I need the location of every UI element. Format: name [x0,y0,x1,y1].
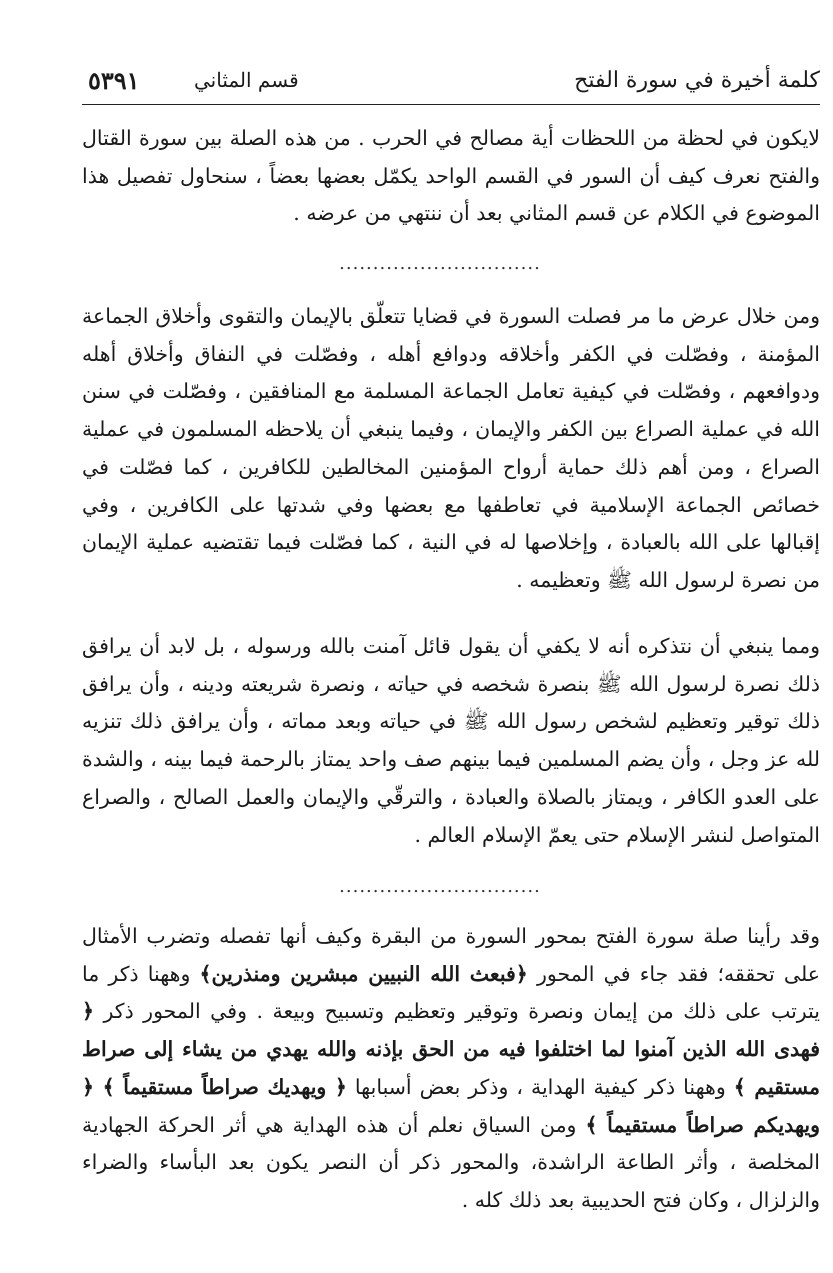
separator-dots: .............................. [339,876,541,897]
paragraph-4-text: وههنا ذكر كيفية الهداية ، وذكر بعض أسبابها [346,1074,734,1099]
paragraph-3: ومما ينبغي أن نتذكره أنه لا يكفي أن يقول قائل آمنت بالله ورسوله ، بل لابد أن يرافق ذلك نصرة لرسول الله ﷺ بنصرة شخصه في حياته ، ونصرة شريعته ودينه ، وأن يرافق ذلك توقير وتعظيم لشخص رسول الله ﷺ في حياته وبعد مماته ، وأن يرافق ذلك تنزيه لله عز وجل ، وأن يضم المسلمين فيما بينهم صف واحد يمتاز بالرحمة فيما بينه ، والشدة على العدو الكافر ، ويمتاز بالصلاة والعبادة ، والترقّي والإيمان والعمل الصالح ، والصراع المتواصل لنشر الإسلام حتى يعمّ الإسلام العالم . [82,634,820,847]
section-name: قسم المثاني [194,68,299,92]
page-header [82,66,820,100]
header-rule [82,104,820,105]
paragraph-4-text: ومن السياق نعلم أن هذه الهداية هي أثر الحركة الجهادية المخلصة ، وأثر الطاعة الراشدة، والمحور ذكر أن النصر يكون بعد البأساء والضراء والزلزال ، وكان فتح الحديبية بعد ذلك كله . [82,1112,820,1212]
quran-verse: ﴿ ويهديك صراطاً مستقيماً ﴾ ﴿ ويهديكم صراطاً مستقيماً ﴾ [82,1074,821,1137]
running-title: كلمة أخيرة في سورة الفتح [574,68,820,93]
quran-verse: ﴿فبعث الله النبيين مبشرين ومنذرين﴾ [199,961,528,986]
paragraph-4-text: وههنا ذكر ما يترتب على ذلك من إيمان ونصرة وتوقير وتعظيم وتسبيح وبيعة . وفي المحور ذكر [82,961,820,1024]
paragraph-2: ومن خلال عرض ما مر فصلت السورة في قضايا تتعلّق بالإيمان والتقوى وأخلاق الجماعة المؤمنة ، وفصّلت في الكفر وأخلاقه ودوافع أهله ، وفصّلت في النفاق وأخلاق أهله ودوافعهم ، وفصّلت في كيفية تعامل الجماعة المسلمة مع المنافقين ، وفصّلت في سنن الله في عملية الصراع بين الكفر والإيمان ، وفيما ينبغي أن يلاحظه المسلمون في عملية الصراع ، ومن أهم ذلك حماية أرواح المؤمنين المخالطين للكافرين ، كما فصّلت في خصائص الجماعة الإسلامية في تعاطفها مع بعضها وفي شدتها على الكافرين ، وفي إقبالها على الله بالعبادة ، وإخلاصها له في النية ، كما فصّلت فيما تقتضيه عملية الإيمان من نصرة لرسول الله ﷺ وتعظيمه . [82,304,820,592]
paragraph-4 [82,918,820,1220]
paragraph-4-text: وقد رأينا صلة سورة الفتح بمحور السورة من البقرة وكيف أنها تفصله وتضرب الأمثال على تحققه؛ فقد جاء في المحور [82,924,820,986]
quran-verse: ﴿ فهدى الله الذين آمنوا لما اختلفوا فيه من الحق بإذنه والله يهدي من يشاء إلى صراط مستقيم ﴾ [82,999,821,1099]
page-number: ٥٣٩١ [88,66,140,95]
paragraph-1: لايكون في لحظة من اللحظات أية مصالح في الحرب . من هذه الصلة بين سورة القتال والفتح نعرف كيف أن السور في القسم الواحد يكمّل بعضها بعضاً ، سنحاول تفصيل هذا الموضوع في الكلام عن قسم المثاني بعد أن ننتهي من عرضه . [82,126,820,226]
separator-dots: .............................. [339,253,541,274]
